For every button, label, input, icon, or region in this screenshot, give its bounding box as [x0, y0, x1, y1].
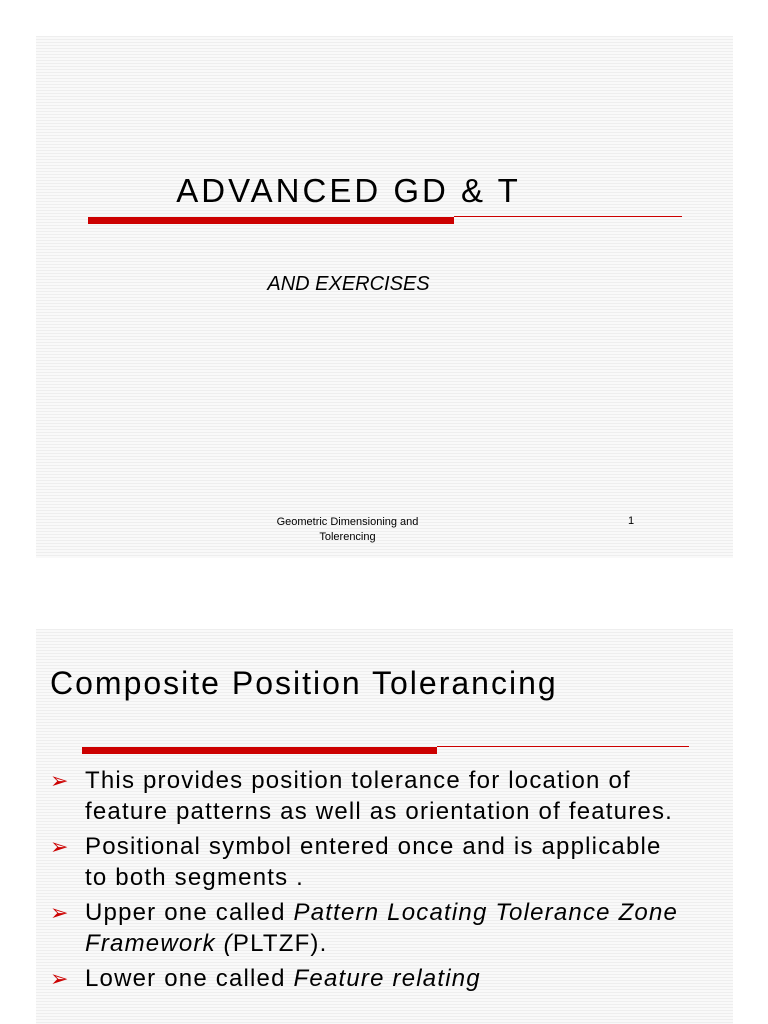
slide-1-title-rule-thin	[454, 216, 682, 217]
bullet-item	[50, 831, 690, 893]
bullet-text-plain: Lower one called	[85, 965, 294, 992]
slide-2-title: Composite Position Tolerancing	[50, 665, 558, 701]
arrow-bullet-icon: ➢	[50, 900, 70, 925]
slide-2-title-rule-thin	[437, 746, 689, 747]
slide-1	[36, 36, 733, 558]
bullet-item	[50, 897, 690, 959]
bullet-text-plain: Upper one called	[85, 899, 294, 926]
bullet-text-italic: Feature relating	[293, 965, 481, 992]
slide-1-subtitle: AND EXERCISES	[267, 273, 430, 295]
slide-1-footer: Geometric Dimensioning and Tolerencing	[276, 516, 419, 543]
bullet-text-italic: Pattern Locating Tolerance Zone Framework (	[85, 899, 679, 957]
bullet-text-plain: PLTZF).	[232, 930, 328, 957]
bullet-item	[50, 963, 690, 994]
slide-1-title-rule-thick	[88, 217, 454, 224]
bullet-text: This provides position tolerance for location of feature patterns as well as orientation of features.	[85, 767, 674, 825]
slide-1-title: ADVANCED GD & T	[176, 172, 521, 209]
arrow-bullet-icon: ➢	[50, 768, 70, 793]
bullet-item	[50, 765, 690, 827]
slide-2-title-rule-thick	[82, 747, 437, 754]
arrow-bullet-icon: ➢	[50, 966, 70, 991]
slide-2-bullet-list	[50, 765, 690, 998]
slide-1-page-number: 1	[628, 515, 635, 527]
arrow-bullet-icon: ➢	[50, 834, 70, 859]
bullet-text: Positional symbol entered once and is applicable to both segments .	[85, 833, 662, 891]
